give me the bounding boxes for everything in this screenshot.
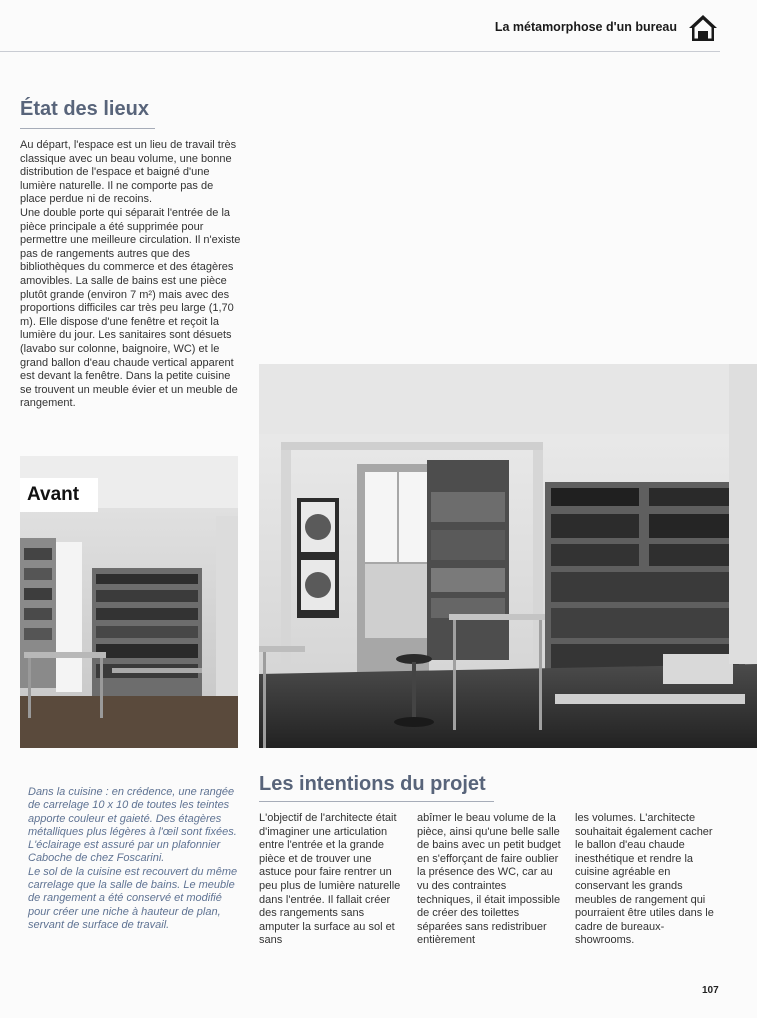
section-title-etat-des-lieux: État des lieux — [20, 98, 149, 120]
intentions-column-1: L'objectif de l'architecte était d'imaginer une articulation entre l'entrée et la grande pièce et de trouver une astuce pour faire rentrer un peu plus de lumière naturelle dans l'entrée. Il fallait créer des rangements sans amputer la surface au sol et sans — [259, 812, 401, 947]
office-photo-illustration — [259, 364, 757, 748]
section-title-underline — [20, 128, 155, 129]
running-header-title: La métamorphose d'un bureau — [494, 20, 677, 34]
photo-label-avant: Avant — [20, 478, 98, 512]
section-title-underline — [259, 801, 494, 802]
caption-paragraph: Le sol de la cuisine est recouvert du même carrelage que la salle de bains. Le meuble de rangement a été conservé et modifié pour créer une niche à hauteur de plan, servant de surface de travail. — [28, 865, 238, 931]
body-paragraph: Au départ, l'espace est un lieu de travail très classique avec un beau volume, une bonne distribution de l'espace et baigné d'une lumière naturelle. Il ne comporte pas de place perdue ni de recoins. — [20, 139, 237, 206]
home-icon — [688, 13, 718, 43]
photo-caption — [28, 786, 240, 932]
photo-office-main — [259, 364, 757, 748]
body-paragraph: Une double porte qui séparait l'entrée de la pièce principale a été supprimée pour permettre une meilleure circulation. Il n'existe pas de rangements autres que des bibliothèques du commerce et des étagères amovibles. La salle de bains est une pièce plutôt grande (environ 7 m²) mais avec des proportions difficiles car très peu large (1,70 m). Elle dispose d'une fenêtre et reçoit la lumière du jour. Les sanitaires sont désuets (lavabo sur colonne, baignoire, WC) et le grand ballon d'eau chaude vertical apparent est devant la fenêtre. Dans la petite cuisine se trouvent un meuble évier et un meuble de rangement. — [20, 206, 241, 410]
intentions-column-3: les volumes. L'architecte souhaitait également cacher le ballon d'eau chaude inesthétique et rendre la cuisine agréable en conservant les grands meubles de rangement qui pourraient être utiles dans le cadre de bureaux-showrooms. — [575, 812, 714, 947]
header-divider — [0, 51, 720, 52]
caption-paragraph: Dans la cuisine : en crédence, une rangée de carrelage 10 x 10 de toutes les teintes apporte couleur et gaieté. Des étagères métalliques plus légères à l'œil sont fixées. L'éclairage est assuré par un plafonnier Caboche de chez Foscarini. — [28, 786, 237, 865]
intentions-column-2: abîmer le beau volume de la pièce, ainsi qu'une belle salle de bains avec un petit budget en s'efforçant de faire oublier la présence des WC, car au vu des contraintes techniques, il était impossible de créer des toilettes séparées sans redistribuer entièrement — [417, 812, 561, 947]
page-number: 107 — [702, 985, 719, 996]
section-title-intentions-du-projet: Les intentions du projet — [259, 773, 486, 795]
etat-des-lieux-text — [20, 139, 242, 411]
